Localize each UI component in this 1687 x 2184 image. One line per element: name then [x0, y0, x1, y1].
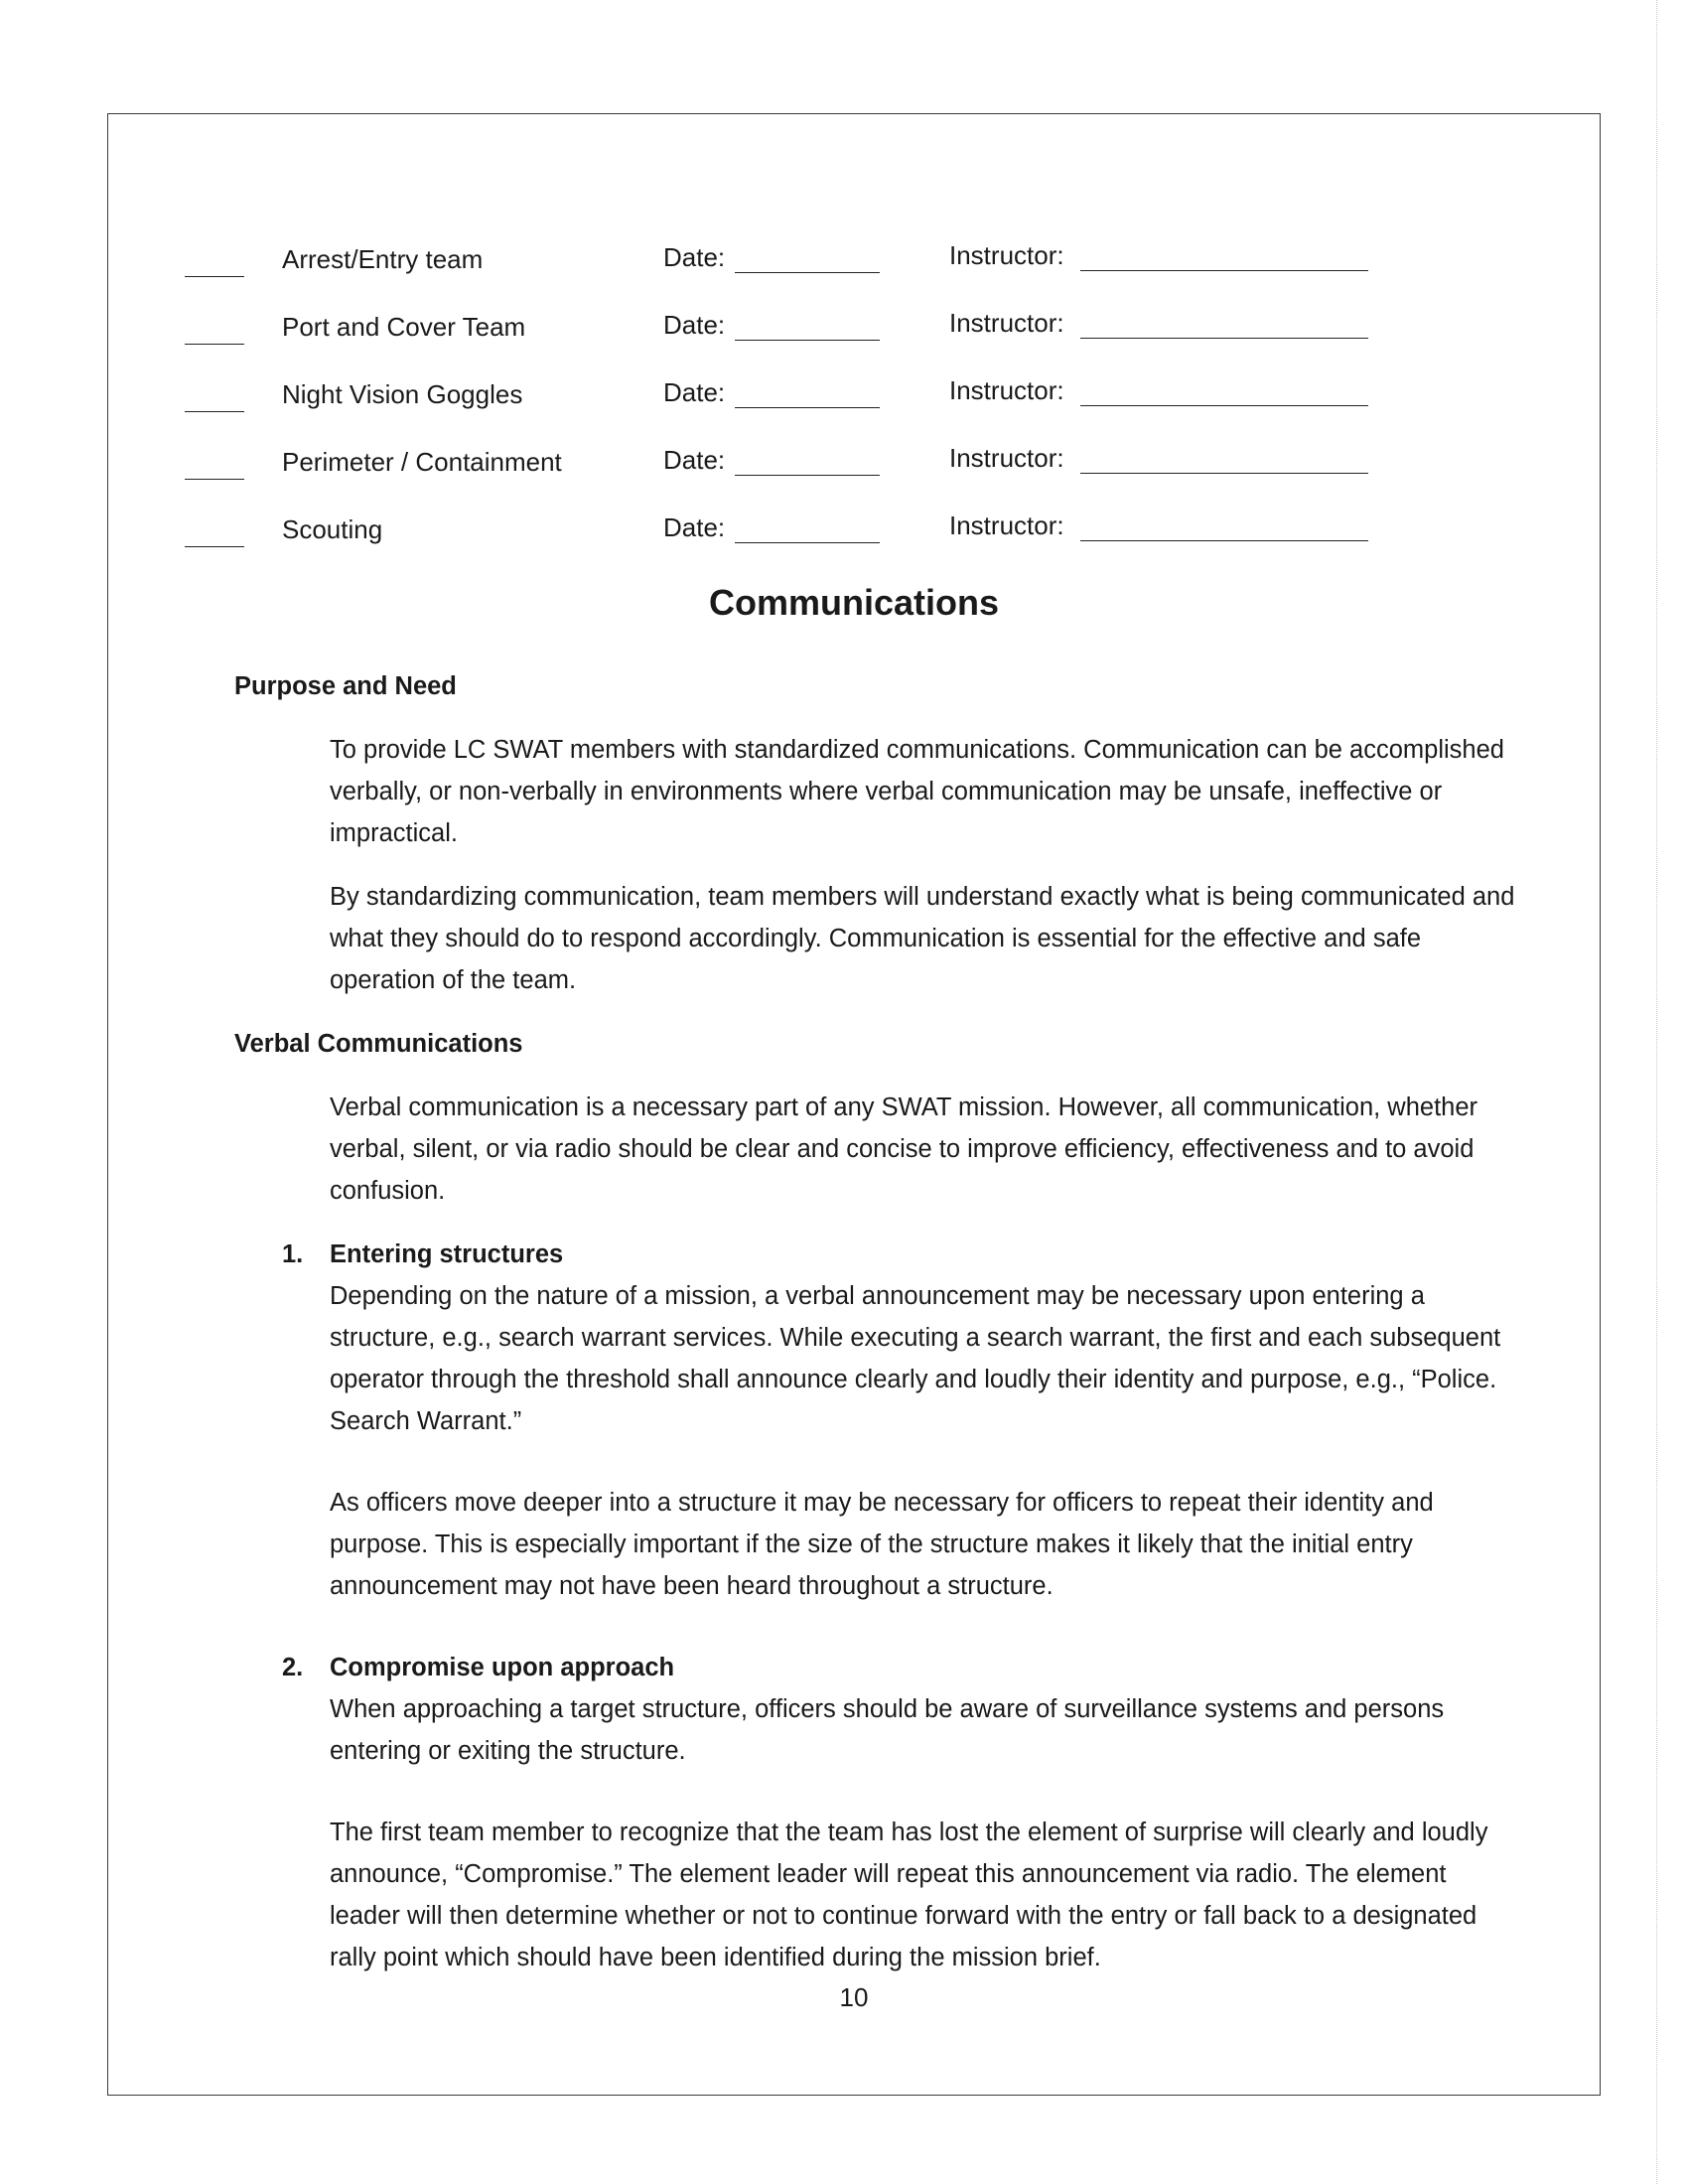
item-paragraph: When approaching a target structure, officers should be aware of surveillance systems and persons entering or exiting the structure.	[330, 1695, 1445, 1765]
item-paragraph: The first team member to recognize that the team has lost the element of surprise will clearly and loudly announce, “Compromise.” The element leader will repeat this announcement via radio. The element leader will then determine whether or not to continue forward with the entry or fall back to a designated rally point which should have been identified during the mission brief.	[330, 1819, 1488, 1971]
instructor-label: Instructor:	[949, 510, 1064, 540]
date-blank[interactable]	[735, 272, 880, 273]
checkmark-blank[interactable]	[185, 411, 244, 412]
numbered-item	[282, 1647, 1523, 1978]
item-title: Compromise upon approach	[330, 1654, 675, 1681]
task-label: Arrest/Entry team	[282, 244, 484, 274]
task-label: Perimeter / Containment	[282, 447, 562, 477]
date-blank[interactable]	[735, 475, 880, 476]
task-label: Scouting	[282, 514, 383, 544]
date-blank[interactable]	[735, 542, 880, 543]
date-label: Date:	[663, 445, 726, 475]
item-title: Entering structures	[330, 1240, 564, 1268]
checklist-row	[185, 238, 1396, 306]
scan-edge-marks	[1656, 0, 1658, 2184]
instructor-blank[interactable]	[1080, 270, 1368, 271]
checklist-row	[185, 509, 1396, 576]
instructor-label: Instructor:	[949, 308, 1064, 338]
document-body	[234, 665, 1525, 1978]
item-paragraph: Depending on the nature of a mission, a verbal announcement may be necessary upon entering a structure, e.g., search warrant services. While executing a search warrant, the first and each subsequent operator through the threshold shall announce clearly and loudly their identity and purpose, e.g., “Police. Search Warrant.”	[330, 1282, 1501, 1435]
item-body	[330, 1275, 1521, 1607]
instructor-label: Instructor:	[949, 240, 1064, 270]
section-title: Communications	[708, 582, 1000, 623]
date-label: Date:	[663, 310, 726, 340]
numbered-item	[282, 1234, 1523, 1607]
item-body	[330, 1688, 1521, 1978]
date-label: Date:	[663, 242, 726, 272]
instructor-blank[interactable]	[1080, 405, 1368, 406]
purpose-heading: Purpose and Need	[234, 672, 457, 700]
instructor-label: Instructor:	[949, 375, 1064, 405]
checkmark-blank[interactable]	[185, 479, 244, 480]
checklist-row	[185, 306, 1396, 373]
instructor-label: Instructor:	[949, 443, 1064, 473]
training-checklist	[185, 238, 1396, 576]
item-number: 2.	[282, 1654, 304, 1681]
task-label: Port and Cover Team	[282, 312, 526, 342]
item-number: 1.	[282, 1240, 304, 1268]
date-blank[interactable]	[735, 340, 880, 341]
date-label: Date:	[663, 377, 726, 407]
verbal-heading: Verbal Communications	[234, 1030, 523, 1058]
verbal-paragraph: Verbal communication is a necessary part of any SWAT mission. However, all communication, whether verbal, silent, or via radio should be clear and concise to improve efficiency, effectiveness and to avoid confusion.	[330, 1093, 1478, 1205]
date-label: Date:	[663, 512, 726, 542]
checklist-row	[185, 441, 1396, 509]
checkmark-blank[interactable]	[185, 276, 244, 277]
instructor-blank[interactable]	[1080, 540, 1368, 541]
item-paragraph: As officers move deeper into a structure it may be necessary for officers to repeat their identity and purpose. This is especially important if the size of the structure makes it likely that the initial entry announcement may not have been heard throughout a structure.	[330, 1489, 1434, 1600]
checkmark-blank[interactable]	[185, 546, 244, 547]
instructor-blank[interactable]	[1080, 338, 1368, 339]
page-number: 10	[839, 1982, 869, 2012]
purpose-paragraph: By standardizing communication, team members will understand exactly what is being communicated and what they should do to respond accordingly. Communication is essential for the effective and safe operation of the team.	[330, 883, 1515, 994]
task-label: Night Vision Goggles	[282, 379, 523, 409]
checkmark-blank[interactable]	[185, 344, 244, 345]
purpose-paragraph: To provide LC SWAT members with standardized communications. Communication can be accomplished verbally, or non-verbally in environments where verbal communication may be unsafe, ineffective or impractical.	[330, 736, 1504, 847]
date-blank[interactable]	[735, 407, 880, 408]
checklist-row	[185, 373, 1396, 441]
instructor-blank[interactable]	[1080, 473, 1368, 474]
